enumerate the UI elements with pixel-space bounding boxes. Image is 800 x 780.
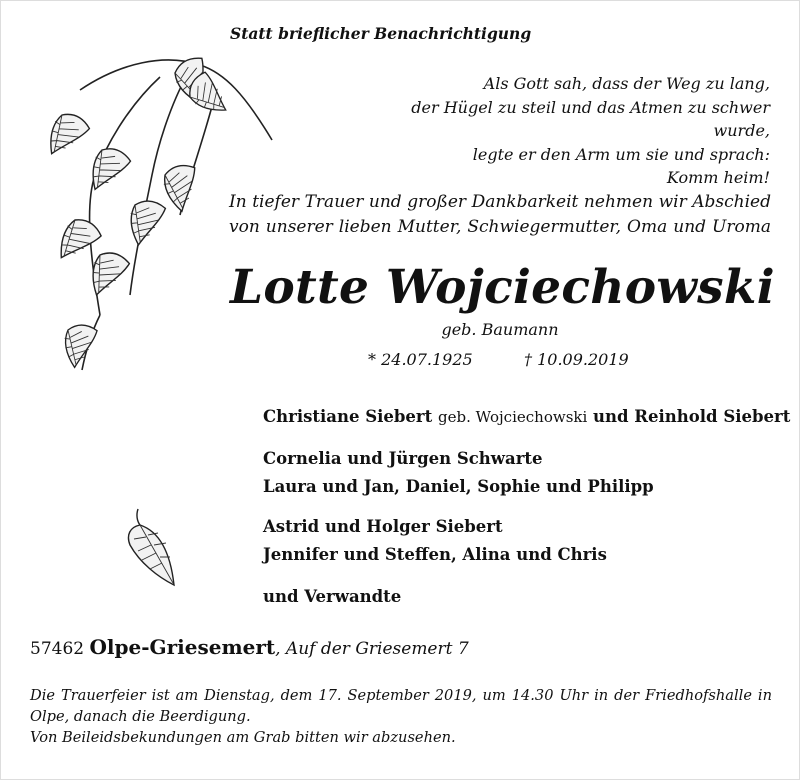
family-group [263,445,654,501]
family-name: Christiane Siebert [263,407,433,426]
intro-line: von unserer lieben Mutter, Schwiegermutter, Oma und Uroma [229,217,771,237]
family-name: und Reinhold Siebert [593,407,791,426]
family-group [263,513,607,569]
family-line: Laura und Jan, Daniel, Sophie und Philipp [263,477,654,496]
relatives-line: und Verwandte [263,587,402,606]
family-line: Astrid und Holger Siebert [263,517,503,536]
falling-leaf-illustration [118,505,188,595]
verse [350,72,770,190]
verse-line: Komm heim! [666,168,770,187]
header-note: Statt brieflicher Benachrichtigung [230,24,532,43]
verse-line: der Hügel zu steil und das Atmen zu schwer wurde, [411,97,770,140]
notice-line: Von Beileidsbekundungen am Grab bitten wir abzusehen. [30,729,456,746]
family-line [263,403,790,431]
street: , Auf der Griesemert 7 [275,639,469,659]
notice-line: Die Trauerfeier ist am Dienstag, dem 17. September 2019, um 14.30 Uhr in der Friedhofshalle in Olpe, danach die Beerdigung. [30,687,772,725]
deceased-name: Lotte Wojciechowski [230,260,775,315]
intro-line: In tiefer Trauer und großer Dankbarkeit nehmen wir Abschied [229,192,771,212]
city: Olpe-Griesemert [89,635,276,659]
maiden-name: geb. Baumann [441,320,559,339]
family-line: Jennifer und Steffen, Alina und Chris [263,545,607,564]
family-maiden: geb. Wojciechowski [437,408,588,426]
address [30,635,469,659]
leaf-group [47,55,236,368]
funeral-notice [30,685,772,748]
intro-text [229,190,771,240]
verse-line: Als Gott sah, dass der Weg zu lang, [483,74,770,93]
birth-date: * 24.07.1925 [368,350,473,369]
family-line: Cornelia und Jürgen Schwarte [263,449,543,468]
death-date: † 10.09.2019 [524,350,629,369]
zip-code: 57462 [30,639,85,659]
verse-line: legte er den Arm um sie und sprach: [472,144,770,164]
